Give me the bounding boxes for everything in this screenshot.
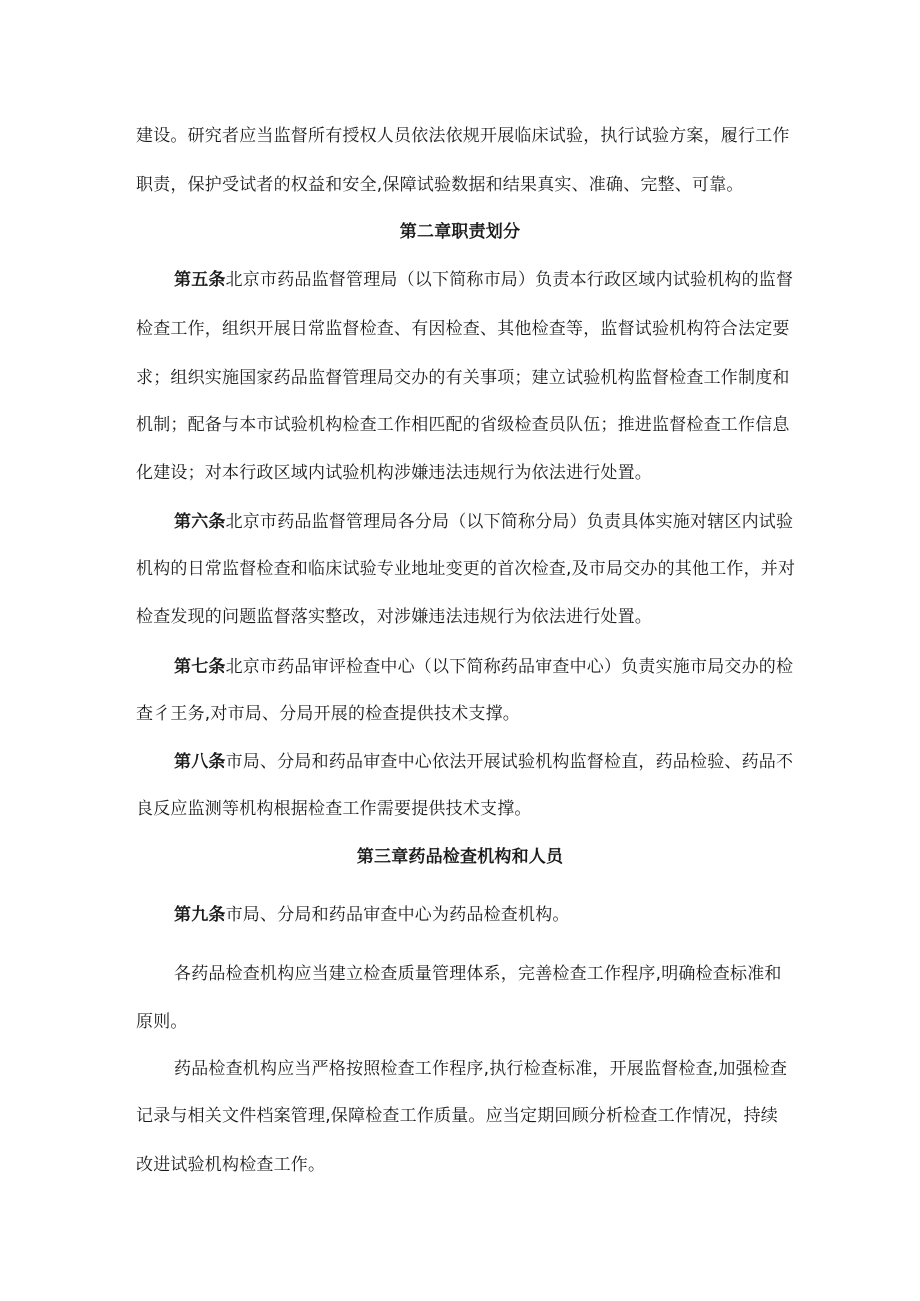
text-line: 记录与相关文件档案管理,保障检查工作质量。应当定期回顾分析检查工作情况，持续: [136, 1106, 779, 1126]
text-line: 改进试验机构检查工作。: [136, 1155, 326, 1175]
text-line: 良反应监测等机构根据检查工作需要提供技术支撑。: [136, 799, 532, 819]
article-text: 北京市药品监督管理局各分局（以下简称分局）负责具体实施对辖区内试验: [225, 512, 794, 532]
article-label: 第八条: [174, 752, 226, 772]
article-text: 北京市药品监督管理局（以下简称市局）负责本行政区域内试验机构的监督: [225, 270, 794, 290]
article-label: 第七条: [174, 657, 226, 677]
article-label: 第九条: [174, 905, 226, 925]
article-text: 北京市药品审评检查中心（以下简称药品审查中心）负责实施市局交办的检: [225, 657, 794, 677]
chapter-heading: 第二章职责划分: [399, 222, 521, 242]
chapter-heading: 第三章药品检查机构和人员: [356, 847, 564, 867]
text-line: 检查工作，组织开展日常监督检查、有因检查、其他检查等，监督试验机构符合法定要: [136, 319, 790, 339]
text-line: 机构的日常监督检查和临床试验专业地址变更的首次检查,及市局交办的其他工作，并对: [136, 559, 796, 579]
article-line: [0, 510, 920, 534]
article-line: [0, 750, 920, 774]
article-text: 市局、分局和药品审查中心依法开展试验机构监督检直，药品检验、药品不: [225, 752, 794, 772]
text-line: 化建设；对本行政区域内试验机构涉嫌违法违规行为依法进行处置。: [136, 463, 652, 483]
article-label: 第五条: [174, 270, 226, 290]
text-line: 查彳王务,对市局、分局开展的检查提供技术支撑。: [136, 704, 521, 724]
text-line: 各药品检查机构应当建立检查质量管理体系，完善检查工作程序,明确检查标准和: [174, 964, 782, 984]
text-line: 建设。研究者应当监督所有授权人员依法依规开展临床试验，执行试验方案，履行工作: [136, 126, 790, 146]
article-line: [0, 655, 920, 679]
text-line: 药品检查机构应当严格按照检查工作程序,执行检查标准，开展监督检查,加强检查: [174, 1059, 788, 1079]
article-label: 第六条: [174, 512, 226, 532]
article-text: 市局、分局和药品审查中心为药品检查机构。: [225, 905, 570, 925]
text-line: 原则。: [136, 1012, 188, 1032]
text-line: 机制；配备与本市试验机构检查工作相匹配的省级检查员队伍；推进监督检查工作信息: [136, 415, 790, 435]
text-line: 职责，保护受试者的权益和安全,保障试验数据和结果真实、准确、完整、可靠。: [136, 175, 744, 195]
text-line: 检查发现的问题监督落实整改，对涉嫌违法违规行为依法进行处置。: [136, 607, 652, 627]
article-line: [0, 903, 920, 927]
text-line: 求；组织实施国家药品监督管理局交办的有关事项；建立试验机构监督检查工作制度和: [136, 368, 790, 388]
article-line: [0, 268, 920, 292]
